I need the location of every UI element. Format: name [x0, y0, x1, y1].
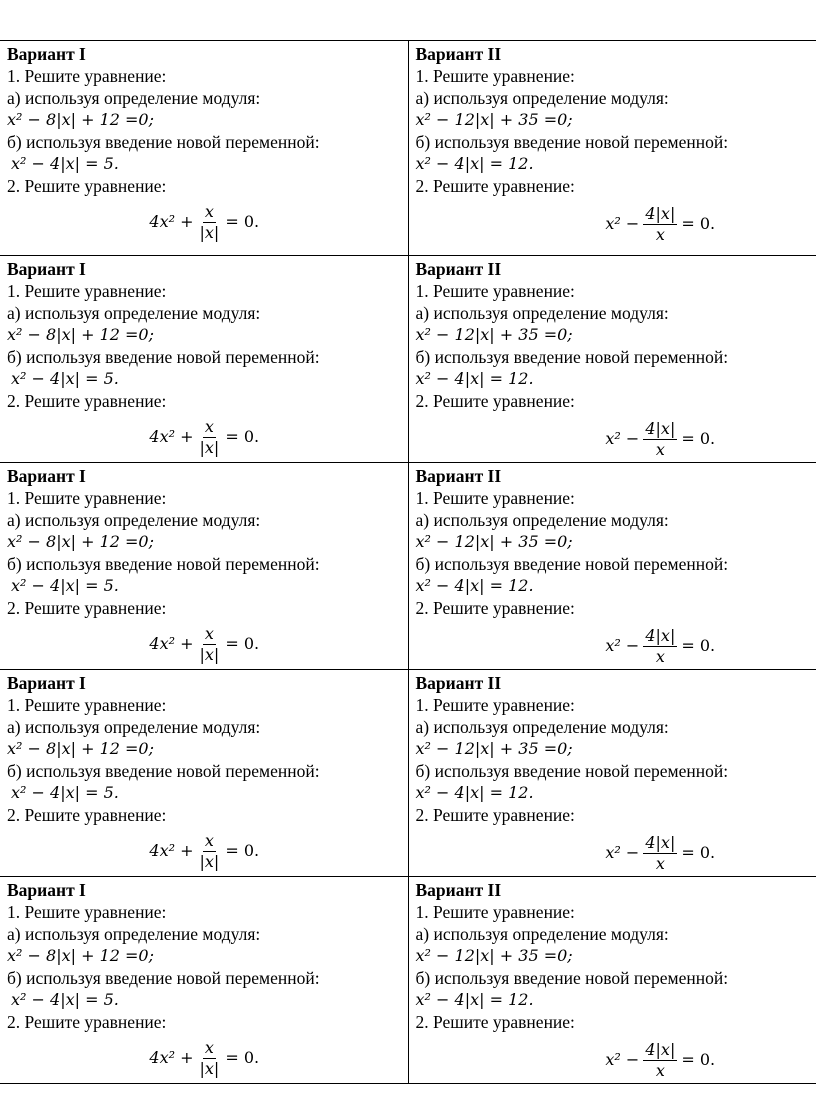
- fraction: [198, 831, 222, 872]
- equation-2: [416, 416, 811, 462]
- variant-1-card: [0, 463, 408, 670]
- task-2-heading: 2. Решите уравнение:: [415, 598, 575, 618]
- fraction-denominator: |x|: [199, 644, 220, 664]
- fraction: [643, 419, 677, 460]
- fraction-denominator: x: [655, 853, 665, 873]
- task-2-heading: 2. Решите уравнение:: [415, 1012, 575, 1032]
- equation-a: x² − 8|x| + 12 =0;: [7, 946, 154, 965]
- fraction: [198, 202, 222, 243]
- equation-a: x² − 8|x| + 12 =0;: [7, 325, 154, 344]
- part-b-instruction: б) используя введение новой переменной:: [415, 968, 729, 988]
- equation-b: x² − 4|x| = 5.: [11, 154, 119, 173]
- part-b-instruction: б) используя введение новой переменной:: [7, 761, 320, 781]
- part-a-instruction: а) используя определение модуля:: [415, 924, 669, 944]
- variant-1-card: [0, 41, 408, 256]
- variant-2-card: [408, 41, 816, 256]
- fraction-numerator: x: [204, 623, 214, 643]
- equation-a: x² − 12|x| + 35 =0;: [415, 325, 573, 344]
- equation-2-right: = 0.: [225, 212, 260, 231]
- equation-2: [7, 199, 402, 245]
- variant-1-card: [0, 670, 408, 877]
- variant-1-card: [0, 877, 408, 1084]
- task-2-heading: 2. Решите уравнение:: [7, 805, 167, 825]
- variant-title: Вариант II: [415, 880, 502, 900]
- equation-a: x² − 12|x| + 35 =0;: [415, 946, 573, 965]
- fraction-numerator: 4|x|: [645, 832, 676, 852]
- equation-a: x² − 8|x| + 12 =0;: [7, 739, 154, 758]
- fraction-denominator: x: [655, 224, 665, 244]
- fraction-numerator: 4|x|: [645, 1039, 676, 1059]
- equation-a: x² − 12|x| + 35 =0;: [415, 739, 573, 758]
- task-2-heading: 2. Решите уравнение:: [7, 598, 167, 618]
- part-b-instruction: б) используя введение новой переменной:: [7, 554, 320, 574]
- variant-2-card: [408, 670, 816, 877]
- part-b-instruction: б) используя введение новой переменной:: [7, 132, 320, 152]
- equation-2-left: 4x² +: [149, 841, 194, 860]
- part-a-instruction: а) используя определение модуля:: [7, 303, 261, 323]
- equation-2-left: x² −: [605, 1050, 640, 1069]
- equation-2-right: = 0.: [225, 427, 260, 446]
- part-b-instruction: б) используя введение новой переменной:: [7, 968, 320, 988]
- variant-title: Вариант II: [415, 44, 502, 64]
- part-a-instruction: а) используя определение модуля:: [7, 717, 261, 737]
- card-row: [0, 877, 816, 1084]
- fraction: [643, 1040, 677, 1081]
- equation-2: [416, 201, 811, 247]
- variant-title: Вариант I: [7, 673, 86, 693]
- card-row: [0, 463, 816, 670]
- equation-2-right: = 0.: [681, 429, 716, 448]
- task-1-heading: 1. Решите уравнение:: [415, 66, 575, 86]
- fraction-denominator: x: [655, 646, 665, 666]
- part-b-instruction: б) используя введение новой переменной:: [415, 132, 729, 152]
- variant-1-card: [0, 256, 408, 463]
- equation-2: [7, 1035, 402, 1081]
- part-b-instruction: б) используя введение новой переменной:: [415, 347, 729, 367]
- fraction-denominator: |x|: [199, 851, 220, 871]
- part-a-instruction: а) используя определение модуля:: [7, 924, 261, 944]
- equation-2-left: x² −: [605, 214, 640, 233]
- part-b-instruction: б) используя введение новой переменной:: [415, 554, 729, 574]
- fraction: [643, 833, 677, 874]
- equation-2-left: x² −: [605, 429, 640, 448]
- variant-2-card: [408, 256, 816, 463]
- fraction-denominator: |x|: [199, 1058, 220, 1078]
- equation-b: x² − 4|x| = 12.: [415, 154, 534, 173]
- equation-b: x² − 4|x| = 12.: [415, 990, 534, 1009]
- worksheet-table: [0, 40, 816, 1084]
- task-2-heading: 2. Решите уравнение:: [7, 391, 167, 411]
- variant-title: Вариант II: [415, 259, 502, 279]
- part-a-instruction: а) используя определение модуля:: [7, 88, 261, 108]
- task-1-heading: 1. Решите уравнение:: [7, 281, 167, 301]
- equation-2-left: 4x² +: [149, 212, 194, 231]
- variant-title: Вариант II: [415, 673, 502, 693]
- equation-a: x² − 8|x| + 12 =0;: [7, 532, 154, 551]
- task-2-heading: 2. Решите уравнение:: [415, 176, 575, 196]
- equation-a: x² − 12|x| + 35 =0;: [415, 110, 573, 129]
- part-a-instruction: а) используя определение модуля:: [7, 510, 261, 530]
- fraction: [198, 624, 222, 665]
- task-1-heading: 1. Решите уравнение:: [415, 695, 575, 715]
- fraction: [643, 626, 677, 667]
- equation-2-right: = 0.: [681, 843, 716, 862]
- fraction: [643, 204, 677, 245]
- equation-2: [7, 828, 402, 874]
- equation-2: [416, 830, 811, 876]
- equation-2-left: 4x² +: [149, 1048, 194, 1067]
- task-1-heading: 1. Решите уравнение:: [415, 902, 575, 922]
- equation-b: x² − 4|x| = 5.: [11, 369, 119, 388]
- variant-2-card: [408, 877, 816, 1084]
- task-2-heading: 2. Решите уравнение:: [415, 805, 575, 825]
- equation-2-left: x² −: [605, 636, 640, 655]
- task-2-heading: 2. Решите уравнение:: [7, 176, 167, 196]
- equation-b: x² − 4|x| = 5.: [11, 576, 119, 595]
- equation-b: x² − 4|x| = 5.: [11, 783, 119, 802]
- fraction-numerator: 4|x|: [645, 625, 676, 645]
- equation-2: [416, 623, 811, 669]
- variant-title: Вариант I: [7, 880, 86, 900]
- card-row: [0, 41, 816, 256]
- equation-2-right: = 0.: [681, 1050, 716, 1069]
- equation-2-right: = 0.: [681, 214, 716, 233]
- card-row: [0, 256, 816, 463]
- fraction-numerator: x: [204, 1037, 214, 1057]
- variant-2-card: [408, 463, 816, 670]
- part-b-instruction: б) используя введение новой переменной:: [415, 761, 729, 781]
- equation-b: x² − 4|x| = 12.: [415, 576, 534, 595]
- equation-b: x² − 4|x| = 5.: [11, 990, 119, 1009]
- fraction-denominator: |x|: [199, 437, 220, 457]
- equation-a: x² − 12|x| + 35 =0;: [415, 532, 573, 551]
- equation-2-right: = 0.: [225, 841, 260, 860]
- variant-title: Вариант I: [7, 44, 86, 64]
- task-1-heading: 1. Решите уравнение:: [7, 66, 167, 86]
- equation-2-left: 4x² +: [149, 634, 194, 653]
- fraction-denominator: |x|: [199, 222, 220, 242]
- fraction-numerator: 4|x|: [645, 418, 676, 438]
- task-1-heading: 1. Решите уравнение:: [415, 488, 575, 508]
- equation-a: x² − 8|x| + 12 =0;: [7, 110, 154, 129]
- variant-title: Вариант II: [415, 466, 502, 486]
- part-a-instruction: а) используя определение модуля:: [415, 88, 669, 108]
- equation-2-left: x² −: [605, 843, 640, 862]
- equation-2: [416, 1037, 811, 1083]
- equation-b: x² − 4|x| = 12.: [415, 783, 534, 802]
- task-1-heading: 1. Решите уравнение:: [7, 902, 167, 922]
- fraction: [198, 1038, 222, 1079]
- equation-2-right: = 0.: [681, 636, 716, 655]
- fraction-numerator: x: [204, 830, 214, 850]
- equation-b: x² − 4|x| = 12.: [415, 369, 534, 388]
- part-a-instruction: а) используя определение модуля:: [415, 303, 669, 323]
- card-row: [0, 670, 816, 877]
- equation-2-right: = 0.: [225, 634, 260, 653]
- part-b-instruction: б) используя введение новой переменной:: [7, 347, 320, 367]
- part-a-instruction: а) используя определение модуля:: [415, 510, 669, 530]
- task-2-heading: 2. Решите уравнение:: [7, 1012, 167, 1032]
- task-2-heading: 2. Решите уравнение:: [415, 391, 575, 411]
- equation-2-right: = 0.: [225, 1048, 260, 1067]
- fraction-numerator: x: [204, 201, 214, 221]
- task-1-heading: 1. Решите уравнение:: [415, 281, 575, 301]
- variant-title: Вариант I: [7, 466, 86, 486]
- fraction-numerator: x: [204, 416, 214, 436]
- equation-2: [7, 414, 402, 460]
- fraction-denominator: x: [655, 1060, 665, 1080]
- equation-2-left: 4x² +: [149, 427, 194, 446]
- fraction-denominator: x: [655, 439, 665, 459]
- variant-title: Вариант I: [7, 259, 86, 279]
- task-1-heading: 1. Решите уравнение:: [7, 695, 167, 715]
- task-1-heading: 1. Решите уравнение:: [7, 488, 167, 508]
- part-a-instruction: а) используя определение модуля:: [415, 717, 669, 737]
- fraction: [198, 417, 222, 458]
- equation-2: [7, 621, 402, 667]
- fraction-numerator: 4|x|: [645, 203, 676, 223]
